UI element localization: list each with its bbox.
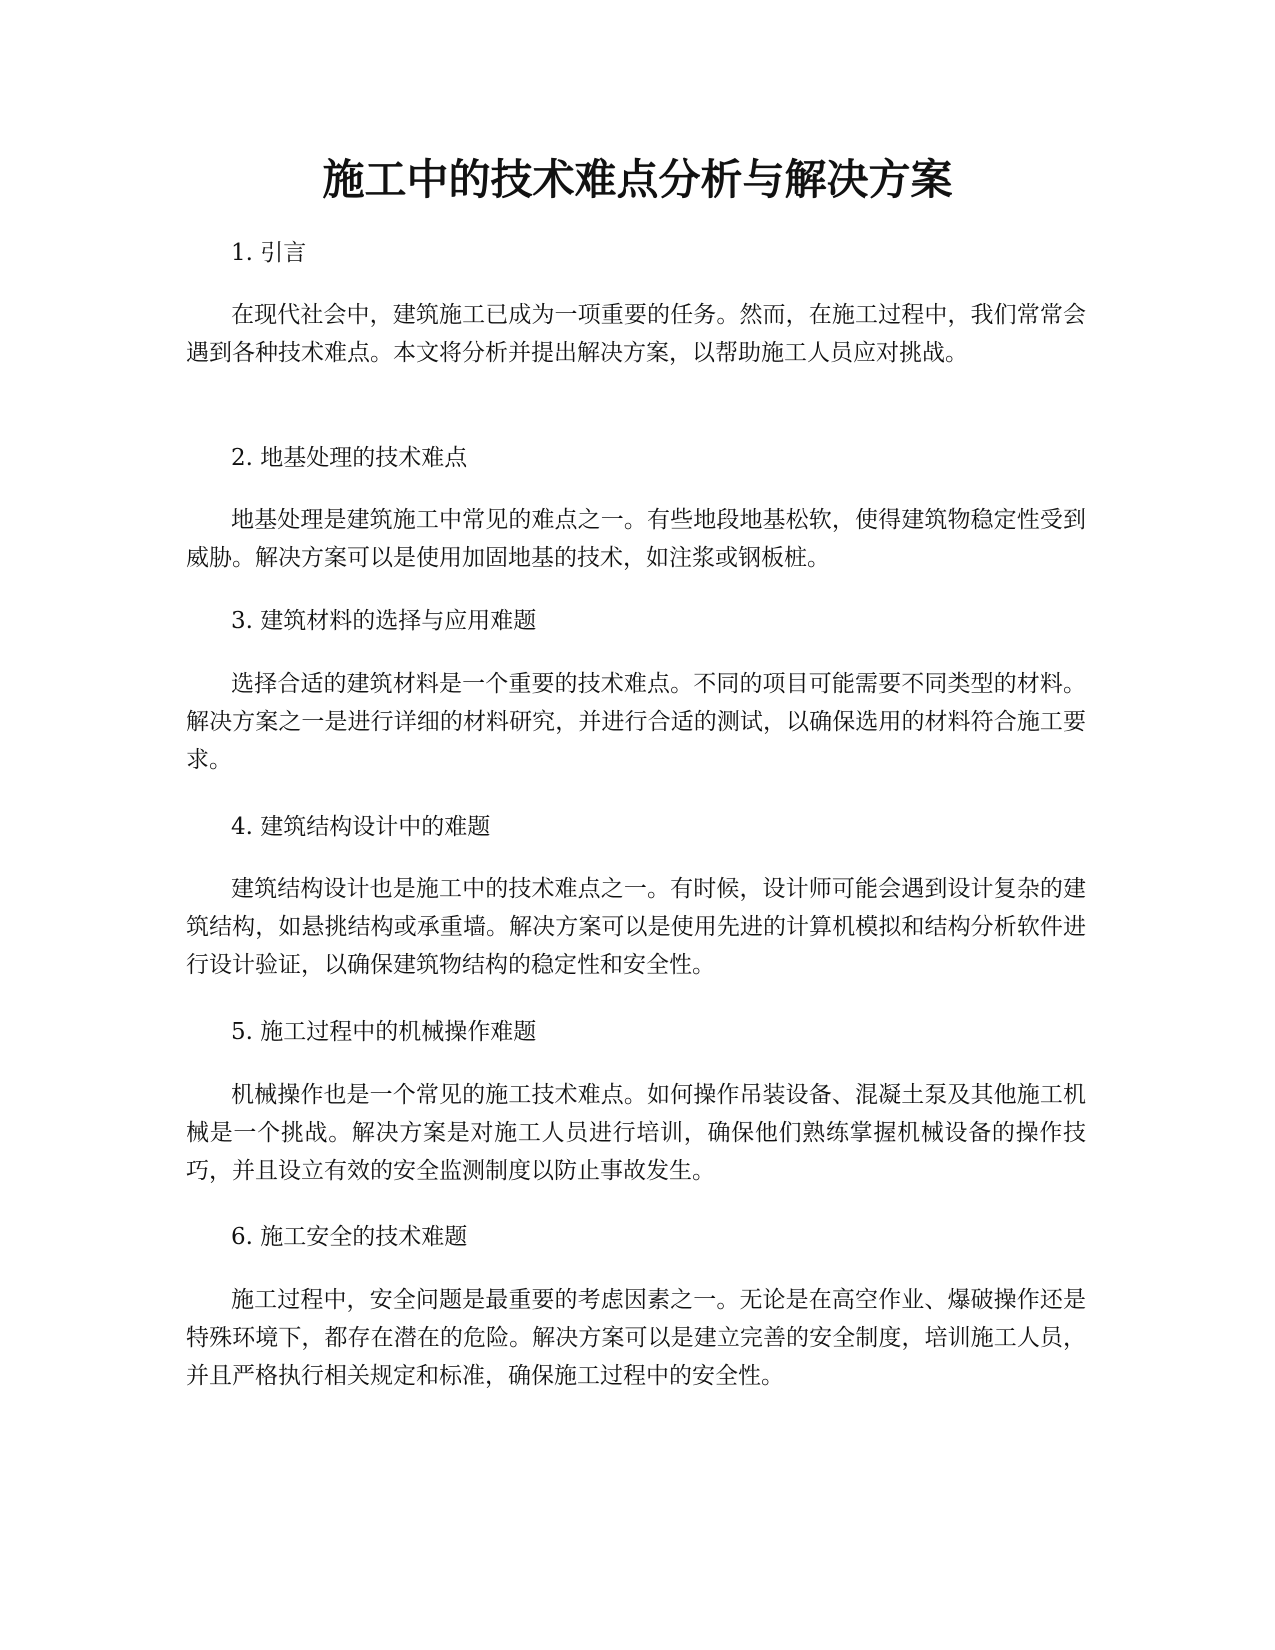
section-body-machinery: 机械操作也是一个常见的施工技术难点。如何操作吊装设备、混凝土泵及其他施工机械是一个挑战。解决方案是对施工人员进行培训，确保他们熟练掌握机械设备的操作技巧，并且设立有效的安全监测制度以防止事故发生。 — [186, 1082, 1086, 1184]
section-heading-machinery: 5. 施工过程中的机械操作难题 — [231, 1019, 537, 1045]
section-body-foundation: 地基处理是建筑施工中常见的难点之一。有些地段地基松软，使得建筑物稳定性受到威胁。解决方案可以是使用加固地基的技术，如注浆或钢板桩。 — [186, 507, 1086, 571]
section-body-safety: 施工过程中，安全问题是最重要的考虑因素之一。无论是在高空作业、爆破操作还是特殊环境下，都存在潜在的危险。解决方案可以是建立完善的安全制度，培训施工人员，并且严格执行相关规定和标准，确保施工过程中的安全性。 — [186, 1287, 1086, 1389]
section-heading-structure: 4. 建筑结构设计中的难题 — [231, 814, 491, 840]
section-heading-foundation: 2. 地基处理的技术难点 — [231, 445, 468, 471]
section-heading-safety: 6. 施工安全的技术难题 — [231, 1224, 468, 1250]
document-title: 施工中的技术难点分析与解决方案 — [322, 155, 953, 204]
section-body-structure: 建筑结构设计也是施工中的技术难点之一。有时候，设计师可能会遇到设计复杂的建筑结构，如悬挑结构或承重墙。解决方案可以是使用先进的计算机模拟和结构分析软件进行设计验证，以确保建筑物结构的稳定性和安全性。 — [186, 876, 1086, 978]
section-body-introduction: 在现代社会中，建筑施工已成为一项重要的任务。然而，在施工过程中，我们常常会遇到各种技术难点。本文将分析并提出解决方案，以帮助施工人员应对挑战。 — [186, 302, 1086, 366]
section-body-materials: 选择合适的建筑材料是一个重要的技术难点。不同的项目可能需要不同类型的材料。解决方案之一是进行详细的材料研究，并进行合适的测试，以确保选用的材料符合施工要求。 — [186, 671, 1086, 773]
section-heading-materials: 3. 建筑材料的选择与应用难题 — [231, 608, 537, 634]
section-heading-introduction: 1. 引言 — [231, 240, 307, 266]
